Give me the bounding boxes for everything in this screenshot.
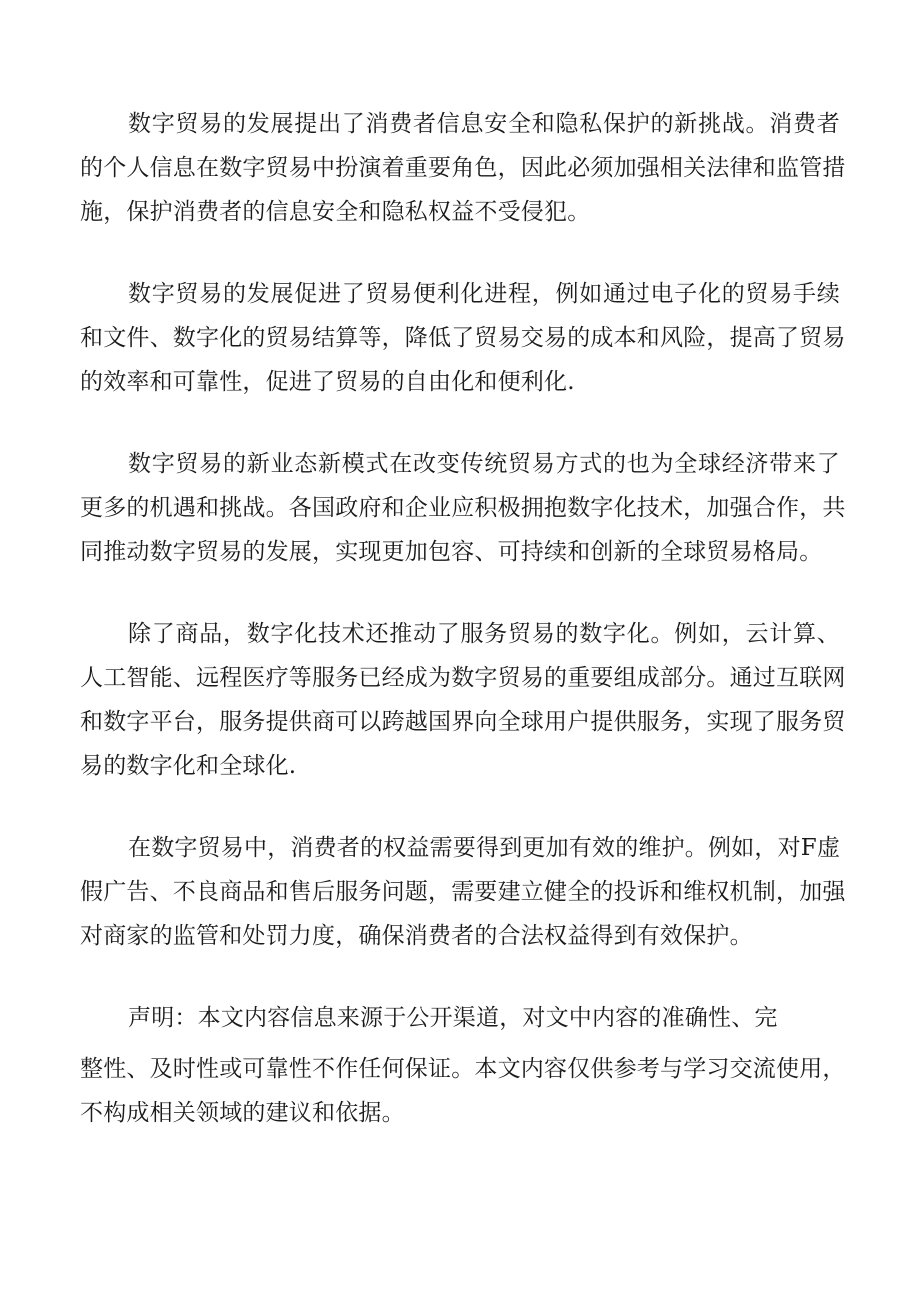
text-line: 的效率和可靠性，促进了贸易的自由化和便利化. bbox=[80, 369, 575, 395]
text-line: 声明：本文内容信息来源于公开渠道，对文中内容的准确性、完 bbox=[128, 1005, 778, 1031]
text-line: 和数字平台，服务提供商可以跨越国界向全球用户提供服务，实现了服务贸 bbox=[80, 709, 846, 735]
text-line: 施，保护消费者的信息安全和隐私权益不受侵犯。 bbox=[80, 199, 591, 225]
text-line: 数字贸易的发展提出了消费者信息安全和隐私保护的新挑战。消费者 bbox=[128, 111, 840, 137]
text-line: 同推动数字贸易的发展，实现更加包容、可持续和创新的全球贸易格局。 bbox=[80, 539, 823, 565]
disclaimer-paragraph bbox=[80, 996, 846, 1135]
paragraph-consumer-rights bbox=[80, 826, 846, 958]
paragraph-service-trade bbox=[80, 612, 846, 788]
text-line: 更多的机遇和挑战。各国政府和企业应积极拥抱数字化技术，加强合作，共 bbox=[80, 495, 846, 521]
text-line: 和文件、数字化的贸易结算等，降低了贸易交易的成本和风险，提高了贸易 bbox=[80, 325, 846, 351]
paragraph-consumer-privacy bbox=[80, 102, 846, 234]
text-line: 易的数字化和全球化. bbox=[80, 753, 297, 779]
paragraph-new-business-models bbox=[80, 442, 846, 574]
text-line: 不构成相关领域的建议和依据。 bbox=[80, 1100, 405, 1126]
text-line: 整性、及时性或可靠性不作任何保证。本文内容仅供参考与学习交流使用， bbox=[80, 1056, 846, 1082]
text-line: 数字贸易的新业态新模式在改变传统贸易方式的也为全球经济带来了 bbox=[128, 451, 840, 477]
paragraph-trade-facilitation bbox=[80, 272, 846, 404]
text-line: 数字贸易的发展促进了贸易便利化进程，例如通过电子化的贸易手续 bbox=[128, 281, 840, 307]
text-line: 人工智能、远程医疗等服务已经成为数字贸易的重要组成部分。通过互联网 bbox=[80, 665, 846, 691]
text-line: 假广告、不良商品和售后服务问题，需要建立健全的投诉和维权机制，加强 bbox=[80, 879, 846, 905]
text-line: 对商家的监管和处罚力度，确保消费者的合法权益得到有效保护。 bbox=[80, 923, 753, 949]
text-line: 除了商品，数字化技术还推动了服务贸易的数字化。例如，云计算、 bbox=[128, 621, 840, 647]
text-line: 在数字贸易中，消费者的权益需要得到更加有效的维护。例如，对F虚 bbox=[128, 835, 841, 861]
text-line: 的个人信息在数字贸易中扮演着重要角色，因此必须加强相关法律和监管措 bbox=[80, 155, 846, 181]
